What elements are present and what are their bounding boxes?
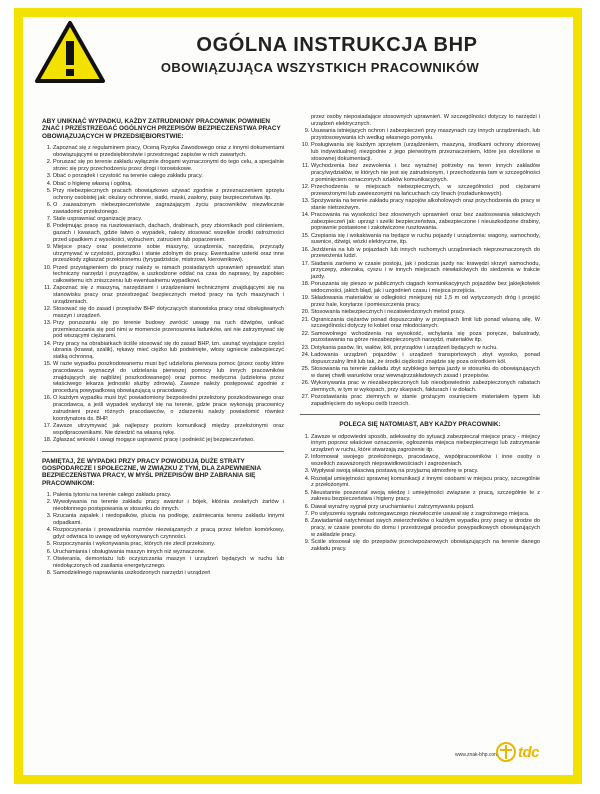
list-item: 5. Rozpoczynania i wykonywania prac, których nie zlecił przełożony. [53,541,284,548]
divider [300,414,540,415]
list-item: 3. Dbać o porządek i czystość na terenie całego zakładu pracy. [53,173,284,180]
list-item: 18. Poruszania się pieszo w publicznych ciągach komunikacyjnych pojazdów bez jakiejkolwiek widoczności, jakich błąd, jak i uzgodnień czasu i miejsca przejścia. [311,281,540,294]
brand-name: tdc [518,743,539,761]
list-item: 10. Przed przystąpieniem do pracy należy w ramach posiadanych uprawnień sprawdzić stan techniczny narzędzi i przyrządów, a uszkodzone oddać na czas do naprawy, by zapobiec całkowitemu ich zniszczeniu lub ewentualnemu wypadkowi. [53,265,284,285]
list-item: 15. Czepiania się i wskakiwania na będące w ruchu pojazdy i urządzenia: wagony, samochody, suwnice, dźwigi, wózki elektryczne, itp. [311,233,540,246]
list-item: 4. Dbać o higienę własną i ogólną. [53,181,284,188]
right-column [300,114,540,553]
section1-list [42,145,284,443]
list-item: 17. Zawsze utrzymywać jak najlepszy poziom komunikacji między przełożonymi oraz współpracownikami. Nie dziedzić na własną rękę. [53,423,284,436]
section2-continuation-list [300,128,540,407]
list-item: 19. Składowania materiałów w odległości mniejszej niż 1,5 m od wytyczonych dróg i przejść przez hale, korytarze i pomieszczenia pracy. [311,295,540,308]
list-item: 2. Poruszać się po terenie zakładu wyłącznie drogami wyznaczonymi do tego celu, a specjalnie strzec się przy przechodzeniu przez drogi i torowiskowe. [53,159,284,172]
list-item: 9. Usuwania istniejących ochron i zabezpieczeń przy maszynach czy innych urządzeniach, lub przystosowywania ich według własnego pomysłu. [311,128,540,141]
list-item: 13. Przy poruszaniu się po terenie budowy zwrócić uwagę na ruch dźwigów, unikać przemieszczania się pod nimi w momencie przenoszenia ładunków, ani nie zatrzymywać się pod wiszącymi ciężarami. [53,320,284,340]
list-item: 11. Wychodzenia bez zezwolenia i bez wyraźnej potrzeby na teren innych zakładów pracy/wydziałów, w których nie jest się zatrudnionym, i przechodzenia tam w szczególności z pominięciem oznaczonych szlaków komunikacyjnych. [311,163,540,183]
list-item: 17. Siadania zarówno w czasie postoju, jak i podczas jazdy na: krawędzi skrzyń samochodu, przyczepy, zderzaka, cyszu i w innych miejscach niewłaściwych do siedzenia w trakcie jazdy. [311,261,540,281]
list-item: 21. Ograniczania ciężarów ponad dopuszczalny w przepisach limit lub ponad własną siłę. W szczególności dotyczy to kobiet oraz młodocianych. [311,317,540,330]
divider [42,451,284,452]
list-item: 3. Rzucania zapałek i niedopałków, plucia na podłogę, zaśmiecania terenu zakładu innymi odpadkami. [53,513,284,526]
list-item: 5. Przy niebezpiecznych pracach obowiązkowo używać zgodnie z przeznaczeniem sprzętu ochrony osobistej jak: okulary ochronne, siatki, maski, zasłony, pasy bezpieczeństwa itp. [53,188,284,201]
list-item: 25. Stosowania na terenie zakładu zbyt szybkiego tempa jazdy w stosunku do obowiązujących w danej chwili warunków oraz wewnątrzzakładowych zasad i przepisów. [311,366,540,379]
list-item: 11. Zapoznać się z maszyną, narzędziami i urządzeniami technicznymi znajdującymi się na stanowisku pracy oraz przestrzegać bezpiecznych metod pracy na tych maszynach i urządzeniach. [53,285,284,305]
list-item: 4. Rozwijał umiejętności sprawnej komunikacji z innymi osobami w miejscu pracy, szczególnie z przełożonymi. [311,476,540,489]
section2-heading: PAMIĘTAJ, ŻE WYPADKI PRZY PRACY POWODUJĄ DUŻE STRATY GOSPODARCZE I SPOŁECZNE, W ZWIĄZKU Z TYM, DLA ZAPEWNIENIA BEZPIECZEŃSTWA PRACY, W MYŚL PRZEPISÓW BHP ZABRANIA SIĘ PRACOWNIKOM: [42,457,261,487]
brand-logo-icon [496,742,516,762]
list-item: 2. Informował swojego przełożonego, pracodawcę, współpracowników i inne osoby o wszelkich zauważonych nieprawidłowościach i zagrożeniach. [311,454,540,467]
brand-logo [496,740,552,764]
list-item: 15. W razie wypadku poszkodowanemu musi być udzielona pierwsza pomoc (przez osoby które pracodawca wyznaczył do udzielania pierwszej pomocy lub innych pracowników znajdujących się najbliżej poszkodowanego) oraz pomoc medyczna (udzielona przez właściwego lekarza jednostki służby zdrowia). Zawsze należy postępować zgodnie z procedurą powypadkową obowiązującą u pracodawcy. [53,361,284,395]
page-title: OGÓLNA INSTRUKCJA BHP [196,34,478,56]
list-item: 7. Po usłyszeniu sygnału ostrzegawczego niezwłocznie usuwał się z zagrożonego miejsca. [311,511,540,518]
section1-heading: ABY UNIKNĄĆ WYPADKU, KAŻDY ZATRUDNIONY PRACOWNIK POWINIEN ZNAĆ I PRZESTRZEGAĆ OGÓLNYCH PRZEPISÓW BEZPIECZEŃSTWA PRACY OBOWIĄZUJĄCYCH W PRZEDSIĘBIORSTWIE: [42,118,281,140]
list-item: 6. O zauważonym niebezpieczeństwie zagrażającym życiu pracowników niezwłocznie zawiadomić przełożonego. [53,202,284,215]
left-column [42,118,284,577]
list-item: 8. Samodzielnego naprawiania uszkodzonych narzędzi i urządzeń [53,570,284,577]
page-subtitle: OBOWIĄZUJĄCA WSZYSTKICH PRACOWNIKÓW [160,60,480,75]
list-item: 24. Ładowania urządzeń pojazdów i urządzeń transportowych zbyt wysoko, ponad dopuszczalny limit lub tak, że środki ciężkości znajdzie się poza ośrodkiem kół. [311,352,540,365]
list-item: 20. Stosowania niebezpiecznych i nezatwierdzonych metod pracy. [311,309,540,316]
list-item: 7. Otwierania, demontażu lub oczyszczania maszyn i urządzeń będących w ruchu lub niedołączonych od zasilania energetycznego. [53,556,284,569]
list-item: 1. Palenia tytoniu na terenie całego zakładu pracy. [53,492,284,499]
list-item: 9. Ściśle stosował się do przepisów przeciwpożarowych obowiązujących na terenie danego zakładu pracy. [311,539,540,552]
list-item: 16. Jeżdżenia na lub w pojazdach lub innych ruchomych urządzeniach nieprzeznaczonych do przewożenia ludzi. [311,247,540,260]
list-item: 1. Zawsze w odpowiedni sposób, adekwatny do sytuacji zabezpieczał miejsce pracy - miejscy innym poprzez właściwe oznaczenie, ogłoszenia miejsca niebezpiecznego lub zatrzymanie urządzeń w ruchu, które stwarzają zagrożenie itp. [311,434,540,454]
list-item: 9. Miejsce pracy oraz powierzone sobie maszyny, urządzenia, narzędzia, przyrządy utrzymywać w czystości, porządku i stanie zdolnym do pracy. Ewentualne usterki oraz inne przeszkody zgłaszać przełożonemu (tyrygadzistcie, mistrzowi, kierownikowi). [53,244,284,264]
list-item: 5. Nieustannie poszerzał swoją wiedzę i umiejętności związane z pracą, szczególnie te z zakresu bezpieczeństwa i higieny pracy. [311,490,540,503]
list-item: 27. Pozostawiania prac ziemnych w stanie grożącym osunięciem materiałem typem lub zapadnięciem do wykopu osób trzecich. [311,394,540,407]
list-item: 10. Posługiwania się każdym sprzętem (urządzeniem, maszyną, środkami ochrony zbiorowej lub indywidualnej) niezgodnie z jego pierwotnym przeznaczeniem, które jes określone w stosownej dokumentacji. [311,142,540,162]
list-item: 16. O każdym wypadku musi być powiadomiony bezpośredni przełożony poszkodowanego oraz pracodawca, a jeśli wypadek wydarzył się na terenie, gdzie prace wykonują pracownicy zatrudnieni przez różnych pracodawców, o zdarzeniu należy powiadomić również koordynatora ds. BHP. [53,395,284,422]
list-item: 8. Zawiadamiał natychmiast swych zwierzchników o każdym wypadku przy pracy w drodze do pracy, w czasie powrotu do domu i przestrzegał procedur powypadkowych obowiązujących w zakładzie pracy. [311,518,540,538]
list-item: 8. Podejmując pracę na rusztowaniach, dachach, drabinach, przy zbiornikach pod ciśnieniem, gazach i kwasach, gdzie łatwo o wypadek, należy stosować wszelkie środki ostrożności przed upadkiem z wysokości, wybuchem, zatruciem lub poparzeniem. [53,223,284,243]
list-item: 12. Stosować się do zasad i przepisów BHP dotyczących stanowiska pracy oraz obsługiwanych maszyn i urządzeń. [53,306,284,319]
list-item: 6. Dawał wyraźny sygnał przy uruchamianiu i zatrzymywaniu pojazd. [311,504,540,511]
list-item: 3. Wypływał swoją własciwą postawą na przyjazną atmosferę w pracy. [311,468,540,475]
section3-list [300,434,540,553]
list-item: 14. Pracowania na wysokości bez stosownych uprawnień oraz bez zastosowania właściwych zabezpieczeń jak: uprząż i szelki bezpieczeństwa, zabezpieczone i nieuszkodzone drabiny, poprawnie postawione i zakotwiczone rusztowania. [311,212,540,232]
list-item: 2. Wywoływania na terenie zakładu pracy awantur i bójek, kłóśnia zesłańych żartów i nieobłonnego postępowania w stosunku do innych. [53,499,284,512]
list-item: 23. Dotykania pasów, lin, wałów, kół, przyrządów i urządzeń będących w ruchu. [311,345,540,352]
list-item: 13. Spożywania na terenie zakładu pracy napojów alkoholowych oraz przychodzenia do pracy w stanie nietrzeźwym. [311,198,540,211]
section2-list [42,492,284,577]
list-item: 6. Uruchamiania i obsługiwania maszyn innych niż wyznaczone. [53,549,284,556]
section3-heading: POLECA SIĘ NATOMIAST, ABY KAŻDY PRACOWNIK: [339,421,501,429]
section2-continuation-lead: przez osoby nieposiadające stosownych uprawnień. W szczególności dotyczy to narzędzi i urządzeń elektrycznych. [311,114,540,127]
list-item: 1. Zapoznać się z regulaminem pracy, Oceną Ryzyka Zawodowego oraz z innymi dokumentami obowiązującymi w przedsiębiorstwie i przestrzegać zapisów w nich zawartych. [53,145,284,158]
list-item: 18. Zgłaszać wnioski i uwagi mogące usprawnić pracę i podnieść jej bezpieczeństwo. [53,437,284,444]
list-item: 14. Przy pracy na obrabiarkach ściśle stosować się do zasad BHP, tzn. usunąć wystające części ubrania (krawat, szalik), rękawy mieć ciężko lub podwinięte, włosy ugniecie zabezpieczyć siatką ochronną. [53,341,284,361]
list-item: 4. Rozpoczynania i prowadzenia rozmów niezwiązanych z pracą przez telefon komórkowy, gdyż odwraca to uwagę od wykonywanych czynności. [53,527,284,540]
footer-url: www.znak-bhp.com [455,752,499,758]
list-item: 22. Samowolnego wchodzenia na wysokość, wchylania się poza poręcze, balustrady, pozostawania na górze niezabezpieczonych narzędzi, materiałów itp. [311,331,540,344]
list-item: 7. Stale usprawniać organizację pracy. [53,216,284,223]
list-item: 26. Wykonywania prac w niezabezpieczonych lub nieodpowiednio zabezpieczonych rabatach ziemnych, w tym w wykopach, przy skarpach, fakturach i w dołach. [311,380,540,393]
list-item: 12. Przechodzenia w miejscach niebezpiecznych, w szczególności pod ciężarami przewożonymi lub zawieszonymi na łańcuchach czy linach (rozładunkowych). [311,184,540,197]
